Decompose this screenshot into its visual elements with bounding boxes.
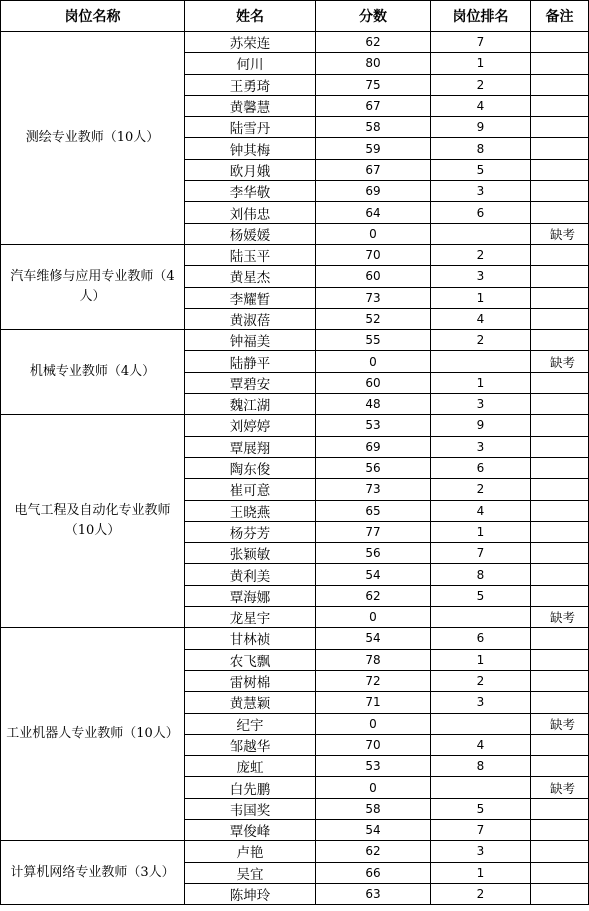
score-cell: 53 (316, 415, 431, 436)
score-cell: 67 (316, 159, 431, 180)
score-cell: 60 (316, 266, 431, 287)
note-cell (531, 500, 589, 521)
score-cell: 54 (316, 628, 431, 649)
score-cell: 73 (316, 479, 431, 500)
score-cell: 54 (316, 819, 431, 840)
score-cell: 52 (316, 308, 431, 329)
header-name: 姓名 (185, 1, 316, 32)
rank-cell (431, 713, 531, 734)
rank-cell: 8 (431, 756, 531, 777)
score-cell: 0 (316, 713, 431, 734)
rank-cell (431, 351, 531, 372)
rank-cell: 4 (431, 308, 531, 329)
name-cell: 陆静平 (185, 351, 316, 372)
score-cell: 66 (316, 862, 431, 883)
rank-cell: 4 (431, 500, 531, 521)
name-cell: 覃俊峰 (185, 819, 316, 840)
score-cell: 58 (316, 798, 431, 819)
note-cell (531, 564, 589, 585)
score-cell: 65 (316, 500, 431, 521)
rank-cell (431, 607, 531, 628)
name-cell: 杨芬芳 (185, 521, 316, 542)
note-cell (531, 372, 589, 393)
note-cell (531, 521, 589, 542)
rank-cell: 5 (431, 798, 531, 819)
score-cell: 58 (316, 117, 431, 138)
note-cell (531, 32, 589, 53)
score-cell: 53 (316, 756, 431, 777)
rank-cell: 3 (431, 181, 531, 202)
rank-cell: 6 (431, 457, 531, 478)
table-row (1, 415, 589, 436)
note-cell (531, 543, 589, 564)
name-cell: 黄星杰 (185, 266, 316, 287)
rank-cell: 1 (431, 53, 531, 74)
note-cell: 缺考 (531, 777, 589, 798)
note-cell (531, 862, 589, 883)
table-row (1, 628, 589, 649)
name-cell: 龙星宇 (185, 607, 316, 628)
note-cell (531, 330, 589, 351)
name-cell: 崔可意 (185, 479, 316, 500)
name-cell: 陈坤玲 (185, 883, 316, 904)
rank-cell: 9 (431, 117, 531, 138)
name-cell: 白先鹏 (185, 777, 316, 798)
name-cell: 杨媛媛 (185, 223, 316, 244)
rank-cell: 2 (431, 883, 531, 904)
rank-cell: 1 (431, 521, 531, 542)
rank-cell: 5 (431, 159, 531, 180)
score-cell: 70 (316, 734, 431, 755)
score-cell: 73 (316, 287, 431, 308)
rank-cell: 1 (431, 649, 531, 670)
name-cell: 钟其梅 (185, 138, 316, 159)
note-cell (531, 670, 589, 691)
header-note: 备注 (531, 1, 589, 32)
note-cell: 缺考 (531, 607, 589, 628)
score-cell: 72 (316, 670, 431, 691)
name-cell: 雷树棉 (185, 670, 316, 691)
table-row (1, 841, 589, 862)
name-cell: 黄馨慧 (185, 95, 316, 116)
name-cell: 刘婷婷 (185, 415, 316, 436)
note-cell (531, 74, 589, 95)
rank-cell: 2 (431, 670, 531, 691)
note-cell (531, 436, 589, 457)
score-cell: 67 (316, 95, 431, 116)
note-cell (531, 244, 589, 265)
header-rank: 岗位排名 (431, 1, 531, 32)
position-cell: 计算机网络专业教师（3人） (1, 841, 185, 905)
score-cell: 0 (316, 351, 431, 372)
rank-cell: 1 (431, 372, 531, 393)
name-cell: 覃展翔 (185, 436, 316, 457)
rank-cell: 8 (431, 138, 531, 159)
note-cell (531, 415, 589, 436)
score-cell: 55 (316, 330, 431, 351)
name-cell: 刘伟忠 (185, 202, 316, 223)
score-cell: 54 (316, 564, 431, 585)
name-cell: 王晓燕 (185, 500, 316, 521)
name-cell: 黄慧颖 (185, 692, 316, 713)
rank-cell: 1 (431, 287, 531, 308)
position-cell: 机械专业教师（4人） (1, 330, 185, 415)
note-cell (531, 585, 589, 606)
score-cell: 0 (316, 607, 431, 628)
rank-cell: 7 (431, 543, 531, 564)
header-position: 岗位名称 (1, 1, 185, 32)
note-cell (531, 53, 589, 74)
score-cell: 75 (316, 74, 431, 95)
name-cell: 韦国奖 (185, 798, 316, 819)
name-cell: 钟福美 (185, 330, 316, 351)
name-cell: 覃碧安 (185, 372, 316, 393)
rank-cell: 2 (431, 479, 531, 500)
rank-cell: 7 (431, 819, 531, 840)
name-cell: 李华敬 (185, 181, 316, 202)
header-row (1, 1, 589, 32)
rank-cell: 2 (431, 330, 531, 351)
score-cell: 70 (316, 244, 431, 265)
table-body (1, 32, 589, 905)
note-cell (531, 287, 589, 308)
position-cell: 汽车维修与应用专业教师（4人） (1, 244, 185, 329)
table-row (1, 244, 589, 265)
score-cell: 62 (316, 585, 431, 606)
name-cell: 陆雪丹 (185, 117, 316, 138)
note-cell (531, 756, 589, 777)
name-cell: 纪宇 (185, 713, 316, 734)
score-cell: 78 (316, 649, 431, 670)
rank-cell: 3 (431, 841, 531, 862)
name-cell: 魏江湖 (185, 394, 316, 415)
score-cell: 80 (316, 53, 431, 74)
rank-cell (431, 223, 531, 244)
score-cell: 69 (316, 181, 431, 202)
score-cell: 77 (316, 521, 431, 542)
name-cell: 吴宜 (185, 862, 316, 883)
note-cell (531, 117, 589, 138)
name-cell: 农飞飘 (185, 649, 316, 670)
note-cell: 缺考 (531, 351, 589, 372)
name-cell: 何川 (185, 53, 316, 74)
name-cell: 庞虹 (185, 756, 316, 777)
score-cell: 63 (316, 883, 431, 904)
rank-cell: 3 (431, 692, 531, 713)
note-cell (531, 308, 589, 329)
note-cell (531, 883, 589, 904)
rank-cell: 4 (431, 95, 531, 116)
name-cell: 覃海娜 (185, 585, 316, 606)
name-cell: 黄淑蓓 (185, 308, 316, 329)
name-cell: 张颖敏 (185, 543, 316, 564)
note-cell (531, 202, 589, 223)
score-cell: 48 (316, 394, 431, 415)
note-cell (531, 479, 589, 500)
score-cell: 62 (316, 32, 431, 53)
note-cell (531, 649, 589, 670)
note-cell: 缺考 (531, 223, 589, 244)
table-row (1, 330, 589, 351)
score-cell: 56 (316, 543, 431, 564)
name-cell: 欧月娥 (185, 159, 316, 180)
rank-cell: 5 (431, 585, 531, 606)
score-cell: 0 (316, 777, 431, 798)
rank-cell: 7 (431, 32, 531, 53)
note-cell (531, 841, 589, 862)
name-cell: 李耀暂 (185, 287, 316, 308)
score-cell: 59 (316, 138, 431, 159)
rank-cell: 9 (431, 415, 531, 436)
position-cell: 测绘专业教师（10人） (1, 32, 185, 245)
rank-cell: 6 (431, 628, 531, 649)
note-cell (531, 95, 589, 116)
note-cell (531, 692, 589, 713)
score-cell: 64 (316, 202, 431, 223)
note-cell (531, 819, 589, 840)
header-score: 分数 (316, 1, 431, 32)
name-cell: 陆玉平 (185, 244, 316, 265)
note-cell (531, 138, 589, 159)
name-cell: 王勇琦 (185, 74, 316, 95)
position-cell: 工业机器人专业教师（10人） (1, 628, 185, 841)
name-cell: 邹越华 (185, 734, 316, 755)
rank-cell: 3 (431, 266, 531, 287)
name-cell: 黄利美 (185, 564, 316, 585)
score-cell: 0 (316, 223, 431, 244)
note-cell (531, 734, 589, 755)
note-cell: 缺考 (531, 713, 589, 734)
score-cell: 56 (316, 457, 431, 478)
rank-cell: 1 (431, 862, 531, 883)
note-cell (531, 266, 589, 287)
name-cell: 陶东俊 (185, 457, 316, 478)
rank-cell: 3 (431, 394, 531, 415)
rank-cell: 2 (431, 244, 531, 265)
note-cell (531, 394, 589, 415)
rank-cell: 2 (431, 74, 531, 95)
table-row (1, 32, 589, 53)
note-cell (531, 798, 589, 819)
score-cell: 69 (316, 436, 431, 457)
score-cell: 60 (316, 372, 431, 393)
note-cell (531, 159, 589, 180)
position-cell: 电气工程及自动化专业教师（10人） (1, 415, 185, 628)
name-cell: 甘林祯 (185, 628, 316, 649)
note-cell (531, 457, 589, 478)
name-cell: 卢艳 (185, 841, 316, 862)
rank-cell: 8 (431, 564, 531, 585)
rank-cell: 4 (431, 734, 531, 755)
rank-cell (431, 777, 531, 798)
note-cell (531, 181, 589, 202)
name-cell: 苏荣连 (185, 32, 316, 53)
rank-cell: 3 (431, 436, 531, 457)
score-cell: 62 (316, 841, 431, 862)
score-cell: 71 (316, 692, 431, 713)
rank-cell: 6 (431, 202, 531, 223)
note-cell (531, 628, 589, 649)
